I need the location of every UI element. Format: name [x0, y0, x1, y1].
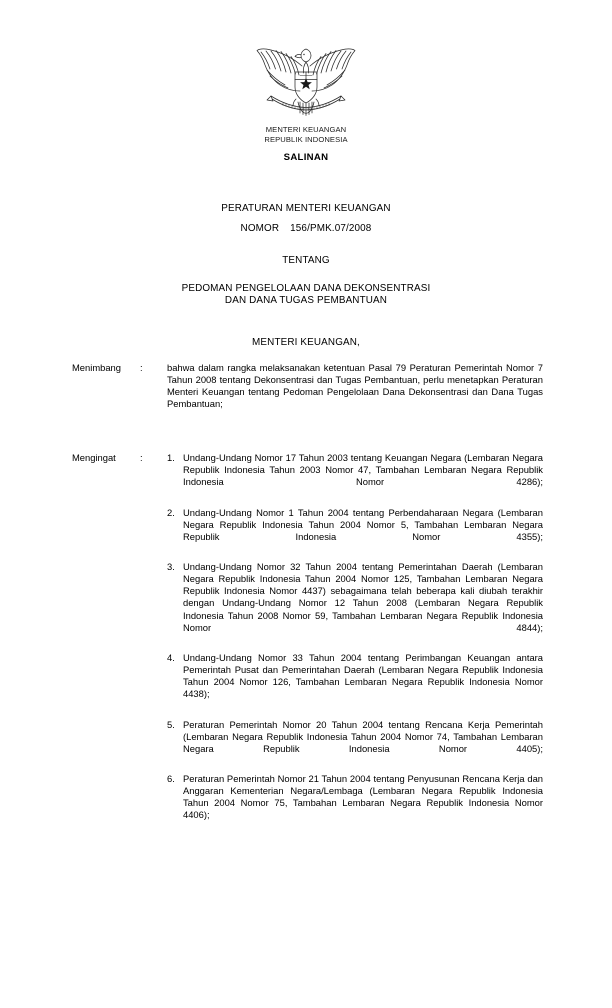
recalling-content	[167, 452, 543, 834]
regulation-type: PERATURAN MENTERI KEUANGAN	[221, 203, 391, 214]
legal-basis-item: Peraturan Pemerintah Nomor 21 Tahun 2004 tentang Penyusunan Rencana Kerja dan Anggaran Kementerian Negara/Lembaga (Lembaran Negara Republik Indonesia Tahun 2004 Nomor 75, Tambahan Lembaran Negara Republik Indonesia Nomor 4406);	[183, 773, 543, 821]
considering-content	[167, 362, 543, 422]
considering-label: Menimbang	[72, 362, 121, 373]
legal-basis-item: Undang-Undang Nomor 32 Tahun 2004 tentang Pemerintahan Daerah (Lembaran Negara Republik Indonesia Tahun 2004 Nomor 125, Tambahan Lembaran Negara Republik Indonesia Nomor 4437) sebagaimana telah beberapa kali diubah terakhir dengan Undang-Undang Nomor 12 Tahun 2008 (Lembaran Negara Republik Indonesia Tahun 2008 Nomor 59, Tambahan Lembaran Negara Republik Indonesia Nomor 4844);	[183, 561, 543, 633]
considering-text: bahwa dalam rangka melaksanakan ketentuan Pasal 79 Peraturan Pemerintah Nomor 7 Tahun 2008 tentang Dekonsentrasi dan Tugas Pembantuan, perlu menetapkan Peraturan Menteri Keuangan tentang Pedoman Pengelolaan Dana Dekonsentrasi dan Dana Tugas Pembantuan;	[167, 362, 543, 410]
number-label: NOMOR	[240, 222, 280, 234]
considering-colon: :	[140, 362, 143, 373]
legal-basis-list	[167, 452, 543, 834]
legal-basis-item: Peraturan Pemerintah Nomor 20 Tahun 2004 tentang Rencana Kerja Pemerintah (Lembaran Negara Republik Indonesia Tahun 2004 Nomor 74, Tambahan Lembaran Negara Republik Indonesia Nomor 4405);	[183, 718, 543, 754]
issuing-authority: MENTERI KEUANGAN,	[252, 336, 360, 348]
about-label: TENTANG	[282, 254, 330, 266]
regulation-number-line	[0, 219, 612, 239]
recalling-row	[72, 452, 543, 834]
legal-basis-item: Undang-Undang Nomor 33 Tahun 2004 tentang Perimbangan Keuangan antara Pemerintah Pusat dan Pemerintahan Daerah (Lembaran Negara Republik Indonesia Tahun 2004 Nomor 126, Tambahan Lembaran Negara Republik Indonesia Nomor 4438);	[183, 651, 543, 700]
recalling-colon: :	[140, 452, 143, 463]
title-block	[0, 199, 612, 352]
garuda-pancasila-emblem	[0, 44, 612, 127]
copy-mark: SALINAN	[283, 152, 329, 163]
number-value: 156/PMK.07/2008	[290, 222, 372, 234]
subject-line-1: PEDOMAN PENGELOLAAN DANA DEKONSENTRASI	[181, 282, 431, 294]
recalling-section	[72, 452, 543, 834]
ministry-line-2: REPUBLIK INDONESIA	[264, 134, 348, 144]
legal-basis-item: Undang-Undang Nomor 1 Tahun 2004 tentang Perbendaharaan Negara (Lembaran Negara Republik Indonesia Tahun 2004 Nomor 5, Tambahan Lembaran Negara Republik Indonesia Nomor 4355);	[183, 506, 543, 542]
ministry-header	[0, 125, 612, 144]
recalling-label: Mengingat	[72, 452, 116, 463]
regulation-subject	[0, 283, 612, 308]
considering-row	[72, 362, 543, 422]
considering-section	[72, 362, 543, 422]
subject-line-2: DAN DANA TUGAS PEMBANTUAN	[224, 295, 388, 306]
ministry-line-1: MENTERI KEUANGAN	[265, 125, 347, 134]
legal-basis-item: Undang-Undang Nomor 17 Tahun 2003 tentang Keuangan Negara (Lembaran Negara Republik Indonesia Tahun 2003 Nomor 47, Tambahan Lembaran Negara Republik Indonesia Nomor 4286);	[183, 452, 543, 488]
